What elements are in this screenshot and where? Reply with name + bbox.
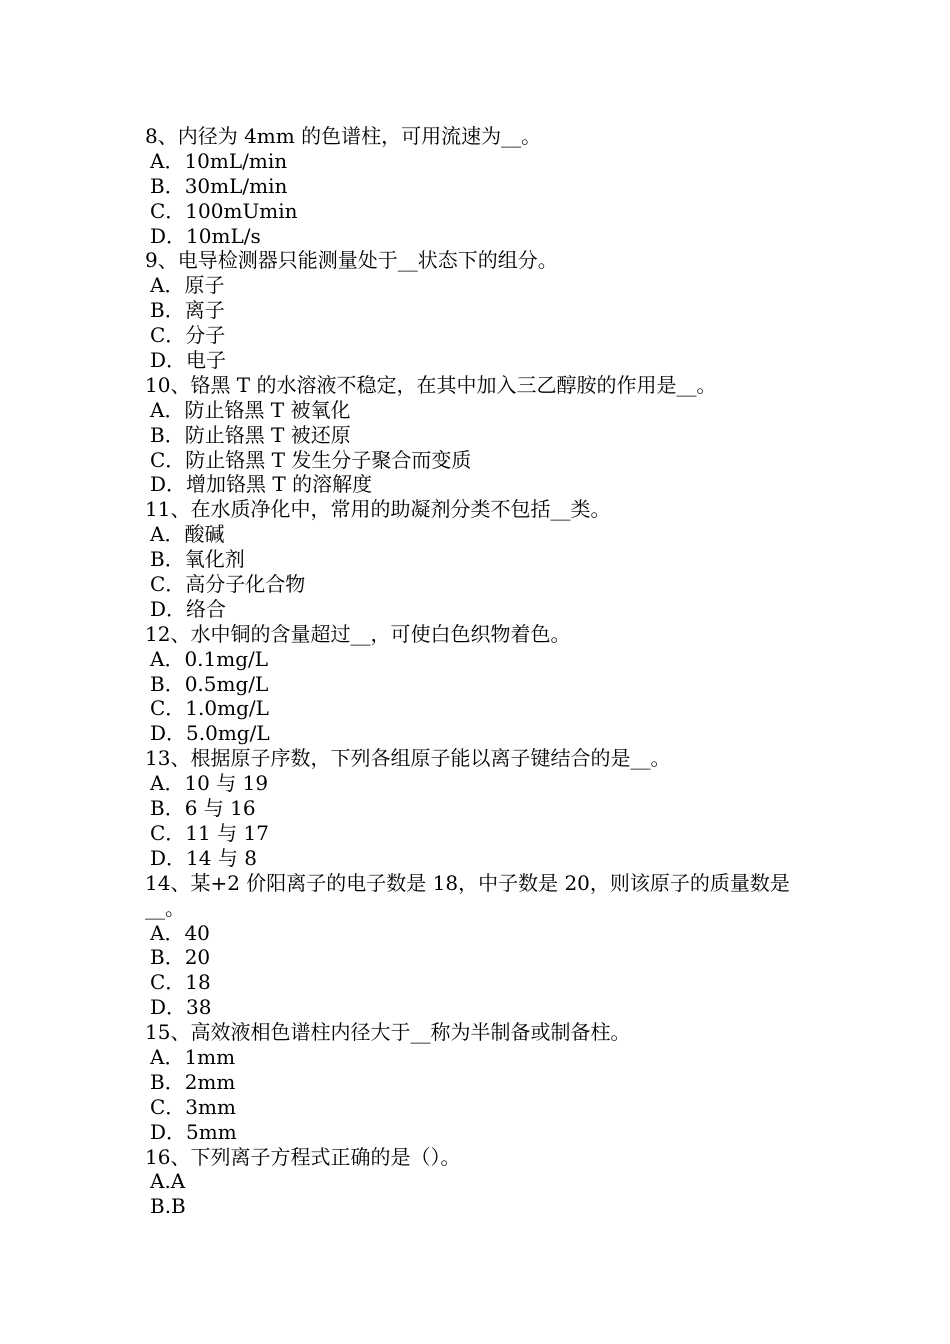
option-text: C．分子 — [150, 323, 226, 348]
option-text: C．高分子化合物 — [150, 572, 306, 597]
question-text: 12、水中铜的含量超过__，可使白色织物着色。 — [145, 621, 571, 646]
option-text: B．0.5mg/L — [150, 671, 269, 696]
option-text: D．络合 — [150, 596, 227, 621]
option-text: A.A — [150, 1169, 186, 1194]
option-text: A．10 与 19 — [150, 771, 269, 796]
option-text: C．11 与 17 — [150, 820, 269, 845]
question-text: 10、铬黑 T 的水溶液不稳定，在其中加入三乙醇胺的作用是__。 — [145, 372, 717, 397]
option-text: A．酸碱 — [150, 522, 225, 547]
question-text: 16、下列离子方程式正确的是（）。 — [145, 1144, 461, 1169]
option-text: B．2mm — [150, 1069, 236, 1094]
option-text: D．38 — [150, 995, 212, 1020]
option-text: D．增加铬黑 T 的溶解度 — [150, 472, 373, 497]
question-text: 15、高效液相色谱柱内径大于__称为半制备或制备柱。 — [145, 1020, 631, 1045]
option-text: C．3mm — [150, 1094, 236, 1119]
option-text: C．防止铬黑 T 发生分子聚合而变质 — [150, 447, 472, 472]
option-text: B．氧化剂 — [150, 547, 245, 572]
option-text: C．18 — [150, 970, 211, 995]
option-text: C．1.0mg/L — [150, 696, 269, 721]
option-text: A．40 — [150, 920, 210, 945]
option-text: B.B — [150, 1194, 186, 1219]
option-text: A．1mm — [150, 1044, 236, 1069]
option-text: A．原子 — [150, 273, 225, 298]
option-text: A．10mL/min — [150, 148, 288, 173]
option-text: B．20 — [150, 945, 211, 970]
option-text: B．30mL/min — [150, 173, 288, 198]
option-text: D．5mm — [150, 1119, 237, 1144]
question-text: 13、根据原子序数，下列各组原子能以离子键结合的是__。 — [145, 746, 671, 771]
question-text: 9、电导检测器只能测量处于__状态下的组分。 — [145, 248, 558, 273]
option-text: D．14 与 8 — [150, 845, 257, 870]
option-text: A．0.1mg/L — [150, 646, 269, 671]
document-body — [0, 124, 950, 1219]
option-text: D．10mL/s — [150, 223, 261, 248]
option-text: D．电子 — [150, 348, 227, 373]
option-text: C．100mUmin — [150, 198, 298, 223]
question-text: 14、某+2 价阳离子的电子数是 18，中子数是 20，则该原子的质量数是 — [145, 870, 790, 895]
option-text: D．5.0mg/L — [150, 721, 270, 746]
question-text: 8、内径为 4mm 的色谱柱，可用流速为__。 — [145, 124, 542, 148]
question-text: 11、在水质净化中，常用的助凝剂分类不包括__类。 — [145, 497, 611, 522]
option-text: A．防止铬黑 T 被氧化 — [150, 397, 351, 422]
question-text: __。 — [145, 895, 185, 920]
option-text: B．防止铬黑 T 被还原 — [150, 422, 351, 447]
option-text: B．离子 — [150, 298, 225, 323]
option-text: B．6 与 16 — [150, 796, 256, 821]
